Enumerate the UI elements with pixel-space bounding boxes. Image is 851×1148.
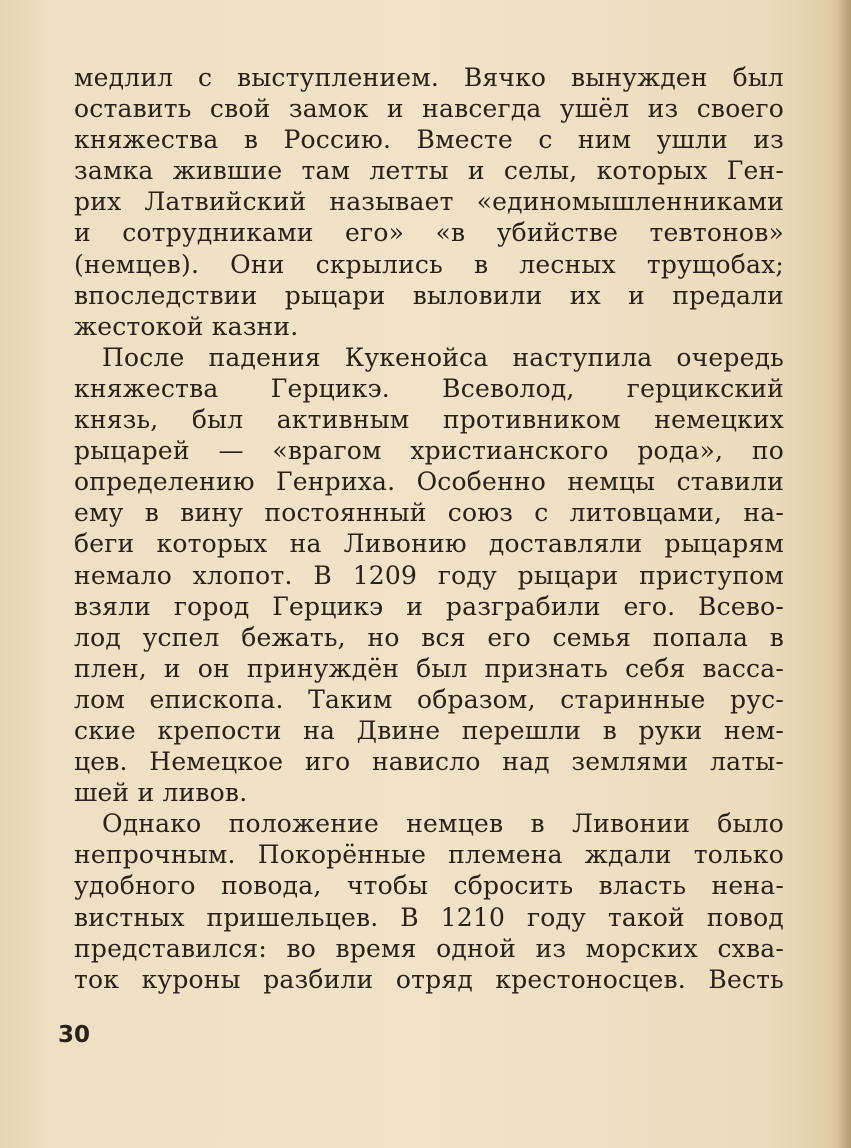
text-line: Однако положение немцев в Ливонии было — [102, 809, 784, 839]
text-line: ему в вину постоянный союз с литовцами, на- — [74, 498, 784, 528]
text-line: замка жившие там летты и селы, которых Ген- — [74, 156, 784, 186]
text-line: жестокой казни. — [74, 311, 299, 341]
text-line: немало хлопот. В 1209 году рыцари приступом — [74, 560, 784, 590]
text-line: и сотрудниками его» «в убийстве тевтонов» — [74, 218, 784, 248]
text-line: беги которых на Ливонию доставляли рыцарям — [74, 529, 784, 559]
text-line: удобного повода, чтобы сбросить власть нена- — [74, 871, 784, 901]
text-line: оставить свой замок и навсегда ушёл из своего — [74, 94, 784, 124]
text-line: княжества в Россию. Вместе с ним ушли из — [74, 125, 784, 155]
page-number: 30 — [58, 1022, 91, 1048]
text-line: рих Латвийский называет «единомышленниками — [74, 187, 784, 217]
text-line: плен, и он принуждён был признать себя васса- — [74, 653, 784, 683]
text-line: вистных пришельцев. В 1210 году такой повод — [74, 902, 784, 932]
text-line: ские крепости на Двине перешли в руки нем- — [74, 715, 784, 745]
text-line: (немцев). Они скрылись в лесных трущобах; — [74, 249, 784, 279]
text-line: лод успел бежать, но вся его семья попала в — [74, 622, 784, 652]
text-line: медлил с выступлением. Вячко вынужден был — [74, 63, 784, 92]
page-edge-shadow — [837, 0, 851, 1148]
text-line: княжества Герцикэ. Всеволод, герцикский — [74, 373, 784, 403]
text-line: цев. Немецкое иго нависло над землями латы- — [74, 747, 784, 777]
text-line: представился: во время одной из морских схва- — [74, 933, 784, 963]
text-line: ток куроны разбили отряд крестоносцев. Весть — [74, 964, 784, 994]
text-line: лом епископа. Таким образом, старинные рус- — [74, 684, 784, 714]
text-line: непрочным. Покорённые племена ждали только — [74, 840, 784, 870]
text-line: После падения Кукенойса наступила очередь — [102, 342, 784, 372]
text-line: князь, был активным противником немецких — [74, 405, 784, 435]
text-line: шей и ливов. — [74, 778, 248, 808]
text-line: впоследствии рыцари выловили их и предали — [74, 280, 784, 310]
body-text — [74, 62, 784, 995]
text-line: рыцарей — «врагом христианского рода», по — [74, 436, 784, 466]
text-line: взяли город Герцикэ и разграбили его. Всево- — [74, 591, 784, 621]
text-line: определению Генриха. Особенно немцы ставили — [74, 467, 784, 497]
